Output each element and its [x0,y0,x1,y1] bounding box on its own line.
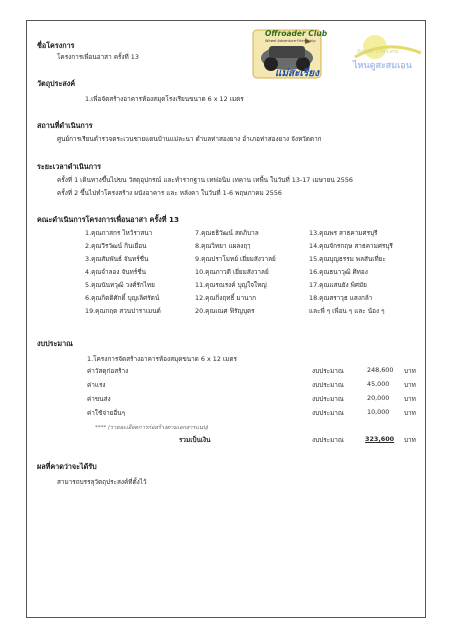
budget-note: **** (รายละเอียดการก่อสร้างตามเอกสารแนบ) [95,425,209,431]
period-line-2: ครั้งที่ 2 ขึ้นไปทำโครงสร้าง ผนังอาคาร และ หลังคา ในวันที่ 1-6 พฤษภาคม 2556 [57,189,282,197]
period-line-1: ครั้งที่ 1 เดินทางขึ้นไปขน วัสดุอุปกรณ์ และทำรากฐาน เทฟอนิม เทคาน เทพื้น ในวันที่ 13-17 เมษายน 2556 [57,176,353,184]
budget-amount: 20,000 [367,394,390,402]
committee-member: และพี่ ๆ เพื่อน ๆ และ น้อง ๆ [309,307,385,315]
committee-heading: คณะดำเนินการโครงการเพื่อนอาสา ครั้งที่ 13 [37,215,179,224]
committee-member: 13.คุณพร สาธคามศรบุรี [309,229,378,237]
budget-label: งบประมาณ [312,381,344,389]
committee-member: 7.คุณธธิวัฒน์ สดภิบาล [195,229,259,237]
committee-member: 9.คุณปราโมทย์ เยี่ยมสังวาลย์ [195,255,276,263]
budget-unit: บาท [404,395,416,403]
budget-total-amount: 323,600 [365,435,395,443]
committee-member: 14.คุณจักรกฤษ สาธคามศรบุรี [309,242,393,250]
budget-intro: 1.โครงการจัดสร้างอาคารห้องสมุดขนาด 6 x 12 เมตร [87,355,237,363]
budget-item: ค่าใช้จ่ายอื่นๆ [87,409,126,417]
location-text: ศูนย์การเรียนตำรวจตระเวนชายแดนบ้านแม่ละนา ตำบลท่าสองยาง อำเภอท่าสองยาง จังหวัดตาก [57,135,322,143]
budget-heading: งบประมาณ [37,339,73,348]
committee-member: 4.คุณจำลอง จันทร์ชื่น [85,268,147,276]
budget-unit: บาท [404,409,416,417]
committee-member: 10.คุณภาวดี เยี่ยมสังวาลย์ [195,268,269,276]
budget-total-item: รวมเป็นเงิน [179,436,211,444]
logo-right-title: Sonder Life Lens [357,49,399,55]
document-page [26,20,426,618]
budget-label: งบประมาณ [312,367,344,375]
budget-unit: บาท [404,381,416,389]
committee-member: 19.คุณกฤต สวนปาราเมนต์ [85,307,161,315]
expected-heading: ผลที่คาดว่าจะได้รับ [37,462,97,471]
budget-item: ค่าแรง [87,381,106,389]
committee-member: 11.คุณรณรงค์ บุญใจใหญ่ [195,281,267,289]
logo-right-subtitle: ไหนดูสะสมเอน [353,61,412,71]
budget-amount: 248,600 [367,366,394,374]
objective-text: 1.เพื่อจัดสร้างอาคารห้องสมุดโรงเรียนขนาด 6 x 12 เมตร [85,95,244,103]
committee-member: 17.คุณแสนยัง พิศมัย [309,281,367,289]
budget-label: งบประมาณ [312,409,344,417]
committee-member: 3.คุณสัมพันธ์ จันทร์ชื่น [85,255,149,263]
budget-total-unit: บาท [404,436,416,444]
committee-member: 16.คุณธนาวุฒิ ศิทอง [309,268,368,276]
committee-member: 5.คุณนันทวุฒิ วงศ์รักไทย [85,281,155,289]
project-name-heading: ชื่อโครงการ [37,41,75,50]
budget-item: ค่าวัสดุก่อสร้าง [87,367,129,375]
committee-member: 6.คุณกิตติศักดิ์ บุญเลิศรัตน์ [85,294,160,302]
committee-member: 8.คุณวิทยา แผลงฤๅ [195,242,251,250]
committee-member: 12.คุณกิ่งฤทธิ์ มานาก [195,294,256,302]
committee-member: 20.คุณเณศ ฟิรัญบุตร [195,307,255,315]
logo-left-title: Offroader Club [265,29,328,38]
budget-unit: บาท [404,367,416,375]
project-name-text: โครงการเพื่อนอาสา ครั้งที่ 13 [57,53,139,61]
budget-total-label: งบประมาณ [312,436,344,444]
committee-member: 18.คุณสราวุธ แสงกล้า [309,294,373,302]
budget-amount: 45,000 [367,380,390,388]
committee-member: 1.คุณภาสกร ไหว้ราสนา [85,229,153,237]
budget-label: งบประมาณ [312,395,344,403]
committee-member: 15.คุณบุญธรรม พลสันเที่ยะ [309,255,386,263]
location-heading: สถานที่ดำเนินการ [37,121,93,130]
logo-left-thai: แม่สะเรียง [275,68,320,79]
period-heading: ระยะเวลาดำเนินการ [37,162,101,171]
objective-heading: วัตถุประสงค์ [37,79,76,88]
expected-text: สามารถบรรลุวัตถุประสงค์ที่ตั้งไว้ [57,478,147,486]
logo-left-subtitle: Wheel·Adventure·Friendship [265,39,316,43]
budget-item: ค่าขนส่ง [87,395,111,403]
budget-amount: 10,000 [367,408,390,416]
committee-member: 2.คุณวีรวัฒน์ กินเยื่อน [85,242,147,250]
